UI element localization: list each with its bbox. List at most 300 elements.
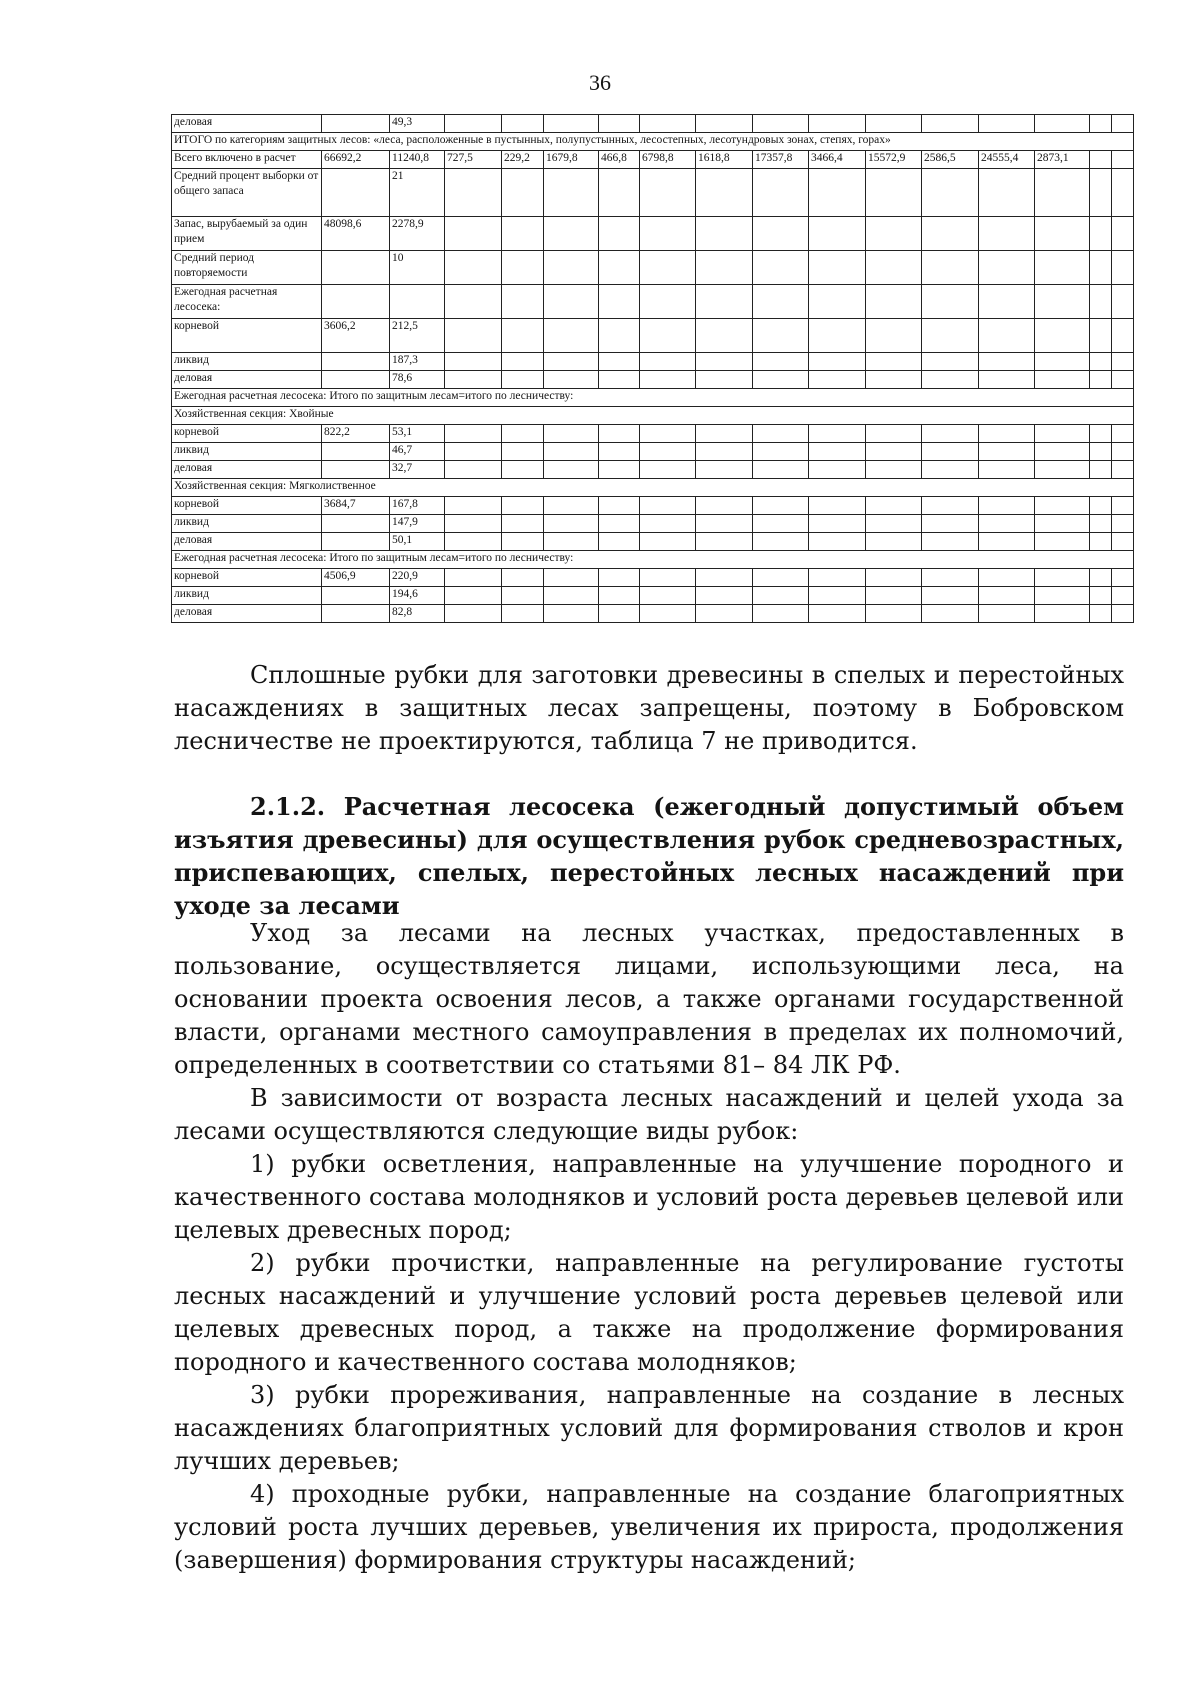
table-row-label: деловая	[172, 461, 322, 479]
table-cell	[640, 353, 696, 371]
table-cell	[866, 515, 922, 533]
table-section-row	[172, 389, 1134, 407]
table-cell	[1035, 169, 1090, 217]
table-cell	[922, 353, 979, 371]
table-cell	[696, 217, 753, 251]
table-section-row	[172, 133, 1134, 151]
table-cell	[640, 569, 696, 587]
table-cell	[322, 251, 390, 285]
table-cell: 17357,8	[753, 151, 809, 169]
table-cell: 50,1	[390, 533, 445, 551]
table-cell	[502, 371, 544, 389]
table-cell	[599, 251, 640, 285]
table-cell	[1035, 371, 1090, 389]
table-cell	[979, 115, 1035, 133]
table-cell	[809, 319, 866, 353]
table-cell	[599, 169, 640, 217]
table-cell	[1112, 353, 1134, 371]
table-row	[172, 151, 1134, 169]
table-cell	[1035, 251, 1090, 285]
table-cell	[599, 533, 640, 551]
table-cell: 822,2	[322, 425, 390, 443]
table-cell	[502, 115, 544, 133]
table-cell	[753, 587, 809, 605]
table-cell	[753, 285, 809, 319]
table-cell	[502, 217, 544, 251]
table-cell	[1112, 217, 1134, 251]
table-cell	[502, 605, 544, 623]
table-cell	[502, 569, 544, 587]
table-row	[172, 425, 1134, 443]
table-cell	[696, 353, 753, 371]
table-section-row	[172, 551, 1134, 569]
table-cell	[1112, 251, 1134, 285]
table-cell: 466,8	[599, 151, 640, 169]
table-cell: 11240,8	[390, 151, 445, 169]
table-cell	[640, 115, 696, 133]
table-cell	[502, 285, 544, 319]
table-cell	[979, 515, 1035, 533]
table-cell	[1090, 515, 1112, 533]
allowable-cut-table	[171, 114, 1134, 623]
table-row	[172, 497, 1134, 515]
table-cell	[322, 443, 390, 461]
table-row	[172, 285, 1134, 319]
table-cell	[445, 497, 502, 515]
table-row-label: Средний процент выборки от общего запаса	[172, 169, 322, 217]
table-cell	[1112, 533, 1134, 551]
table-cell	[753, 443, 809, 461]
table-cell	[809, 443, 866, 461]
table-cell	[809, 461, 866, 479]
table-cell	[866, 461, 922, 479]
table-cell	[866, 285, 922, 319]
table-cell	[322, 285, 390, 319]
table-cell	[696, 461, 753, 479]
paragraph-forest-care: Уход за лесами на лесных участках, предоставленных в пользование, осуществляется лицами, использующими леса, на основании проекта освоения лесов, а также органами государственной власти, органами местного самоуправления в пределах их полномочий, определенных в соответствии со статьями 81– 84 ЛК РФ.	[174, 919, 1124, 1079]
table-cell	[544, 319, 599, 353]
table-cell	[322, 587, 390, 605]
table-row-label: ликвид	[172, 587, 322, 605]
table-row	[172, 533, 1134, 551]
table-cell	[696, 285, 753, 319]
table-cell	[866, 169, 922, 217]
table-cell	[1035, 353, 1090, 371]
table-cell	[979, 587, 1035, 605]
table-row	[172, 371, 1134, 389]
table-cell	[322, 461, 390, 479]
table-cell	[809, 115, 866, 133]
table-cell	[445, 515, 502, 533]
table-row-label: Ежегодная расчетная лесосека:	[172, 285, 322, 319]
table-cell	[922, 217, 979, 251]
table-cell	[696, 515, 753, 533]
table-cell	[922, 569, 979, 587]
table-cell	[979, 217, 1035, 251]
table-cell	[599, 587, 640, 605]
table-row	[172, 443, 1134, 461]
table-cell: 2586,5	[922, 151, 979, 169]
table-cell	[322, 533, 390, 551]
table-cell: 220,9	[390, 569, 445, 587]
table-section-label: Ежегодная расчетная лесосека: Итого по защитным лесам=итого по лесничеству:	[172, 551, 1134, 569]
table-cell	[809, 533, 866, 551]
table-cell	[445, 569, 502, 587]
table-row	[172, 605, 1134, 623]
table-cell	[1112, 371, 1134, 389]
table-cell	[640, 443, 696, 461]
table-cell	[1035, 443, 1090, 461]
table-cell	[599, 319, 640, 353]
table-cell	[544, 515, 599, 533]
table-cell	[1035, 217, 1090, 251]
paragraph-cut-types-intro: В зависимости от возраста лесных насаждений и целей ухода за лесами осуществляются следующие виды рубок:	[174, 1084, 1124, 1145]
table-cell	[696, 605, 753, 623]
table-cell	[502, 443, 544, 461]
table-row-label: деловая	[172, 115, 322, 133]
table-cell	[502, 533, 544, 551]
table-cell	[1090, 425, 1112, 443]
table-section-label: Хозяйственная секция: Мягколиственное	[172, 479, 1134, 497]
table-cell	[696, 169, 753, 217]
table-cell	[445, 461, 502, 479]
table-row-label: корневой	[172, 319, 322, 353]
table-row	[172, 115, 1134, 133]
table-cell	[502, 425, 544, 443]
table-cell: 66692,2	[322, 151, 390, 169]
table-cell	[544, 443, 599, 461]
table-cell: 48098,6	[322, 217, 390, 251]
table-cell	[1112, 515, 1134, 533]
table-cell	[544, 353, 599, 371]
table-cell	[866, 217, 922, 251]
table-row-label: деловая	[172, 371, 322, 389]
table-cell	[544, 425, 599, 443]
table-row	[172, 217, 1134, 251]
table-cell	[1035, 587, 1090, 605]
table-cell	[599, 425, 640, 443]
table-cell	[809, 217, 866, 251]
table-cell	[1112, 169, 1134, 217]
table-cell	[1090, 497, 1112, 515]
table-cell	[1090, 217, 1112, 251]
table-row-label: деловая	[172, 533, 322, 551]
table-cell	[322, 515, 390, 533]
table-cell	[1090, 353, 1112, 371]
table-cell	[599, 605, 640, 623]
table-cell	[696, 443, 753, 461]
table-cell	[502, 319, 544, 353]
table-cell	[696, 497, 753, 515]
table-cell	[696, 115, 753, 133]
table-cell	[1035, 115, 1090, 133]
table-cell	[1035, 569, 1090, 587]
table-cell	[445, 169, 502, 217]
table-cell	[599, 371, 640, 389]
table-row-label: деловая	[172, 605, 322, 623]
table-row-label: Средний период повторяемости	[172, 251, 322, 285]
table-cell	[1112, 497, 1134, 515]
body-paragraphs	[174, 917, 1124, 1577]
table-cell	[1090, 285, 1112, 319]
table-cell	[445, 587, 502, 605]
table-cell	[1090, 533, 1112, 551]
table-cell	[922, 251, 979, 285]
table-cell	[599, 115, 640, 133]
table-cell	[1112, 461, 1134, 479]
table-cell	[809, 353, 866, 371]
table-cell	[922, 515, 979, 533]
table-cell: 2873,1	[1035, 151, 1090, 169]
table-row	[172, 169, 1134, 217]
table-cell	[640, 371, 696, 389]
table-cell	[866, 605, 922, 623]
table-cell	[502, 587, 544, 605]
table-cell	[502, 353, 544, 371]
table-cell	[544, 461, 599, 479]
table-cell	[922, 169, 979, 217]
table-cell	[922, 461, 979, 479]
table-cell	[1112, 319, 1134, 353]
table-section-label: ИТОГО по категориям защитных лесов: «леса, расположенные в пустынных, полупустынных, лесостепных, лесотундровых зонах, степях, горах»	[172, 133, 1134, 151]
table-cell: 32,7	[390, 461, 445, 479]
table-cell: 147,9	[390, 515, 445, 533]
table-row	[172, 515, 1134, 533]
table-row-label: ликвид	[172, 353, 322, 371]
table-cell	[599, 285, 640, 319]
table-cell	[599, 515, 640, 533]
table-cell	[1090, 319, 1112, 353]
table-cell	[1035, 461, 1090, 479]
table-row	[172, 251, 1134, 285]
table-cell	[1035, 285, 1090, 319]
table-cell	[979, 371, 1035, 389]
table-cell	[1112, 443, 1134, 461]
table-cell	[544, 497, 599, 515]
table-cell	[809, 371, 866, 389]
table-row	[172, 569, 1134, 587]
table-cell	[696, 425, 753, 443]
table-cell	[390, 285, 445, 319]
table-cell	[502, 497, 544, 515]
table-cell	[922, 587, 979, 605]
table-cell	[1112, 285, 1134, 319]
table-cell	[1112, 425, 1134, 443]
table-cell	[979, 425, 1035, 443]
table-cell	[544, 371, 599, 389]
list-item-cleaning-cuts: 2) рубки прочистки, направленные на регулирование густоты лесных насаждений и улучшение условий роста деревьев целевой или целевых древесных пород, а также на продолжение формирования породного и качественного состава молодняков;	[174, 1249, 1124, 1376]
table-cell	[753, 371, 809, 389]
table-cell: 21	[390, 169, 445, 217]
table-cell	[502, 169, 544, 217]
table-section-label: Ежегодная расчетная лесосека: Итого по защитным лесам=итого по лесничеству:	[172, 389, 1134, 407]
table-cell	[640, 251, 696, 285]
table-cell	[979, 461, 1035, 479]
table-cell	[866, 443, 922, 461]
table-cell	[640, 285, 696, 319]
table-cell	[866, 569, 922, 587]
table-cell	[599, 569, 640, 587]
table-cell	[866, 371, 922, 389]
table-cell	[696, 587, 753, 605]
table-cell	[922, 533, 979, 551]
table-cell	[922, 443, 979, 461]
list-item-passage-cuts: 4) проходные рубки, направленные на создание благоприятных условий роста лучших деревьев, увеличения их прироста, продолжения (завершения) формирования структуры насаждений;	[174, 1480, 1124, 1574]
table-row-label: корневой	[172, 497, 322, 515]
table-cell	[753, 353, 809, 371]
table-cell	[640, 425, 696, 443]
table-row-label: Всего включено в расчет	[172, 151, 322, 169]
table-cell: 3684,7	[322, 497, 390, 515]
table-cell	[866, 251, 922, 285]
table-cell	[640, 587, 696, 605]
table-cell	[445, 319, 502, 353]
table-cell	[922, 115, 979, 133]
table-row-label: Запас, вырубаемый за один прием	[172, 217, 322, 251]
table-cell	[809, 285, 866, 319]
table-row-label: ликвид	[172, 443, 322, 461]
table-cell	[445, 251, 502, 285]
table-cell	[502, 251, 544, 285]
table-cell	[979, 443, 1035, 461]
table-cell	[1112, 151, 1134, 169]
table-row	[172, 353, 1134, 371]
table-cell	[809, 251, 866, 285]
table-cell	[809, 605, 866, 623]
table-cell	[753, 533, 809, 551]
table-cell	[445, 605, 502, 623]
table-cell: 82,8	[390, 605, 445, 623]
table-cell	[922, 497, 979, 515]
table-cell: 46,7	[390, 443, 445, 461]
table-cell	[544, 285, 599, 319]
table-cell	[753, 169, 809, 217]
list-item-thinning-cuts: 3) рубки прореживания, направленные на создание в лесных насаждениях благоприятных условий для формирования стволов и крон лучших деревьев;	[174, 1381, 1124, 1475]
table-cell	[1112, 587, 1134, 605]
table-cell	[753, 425, 809, 443]
table-cell	[696, 319, 753, 353]
table-cell	[696, 533, 753, 551]
table-cell	[445, 353, 502, 371]
table-cell	[1035, 319, 1090, 353]
table-cell	[445, 217, 502, 251]
table-row-label: корневой	[172, 425, 322, 443]
table-cell	[640, 169, 696, 217]
table-cell	[640, 497, 696, 515]
table-cell: 212,5	[390, 319, 445, 353]
table-cell	[1090, 605, 1112, 623]
table-cell	[640, 319, 696, 353]
table-cell	[1112, 115, 1134, 133]
table-cell	[640, 461, 696, 479]
table-cell	[445, 425, 502, 443]
table-cell	[1035, 605, 1090, 623]
table-section-label: Хозяйственная секция: Хвойные	[172, 407, 1134, 425]
table-cell	[502, 515, 544, 533]
table-row	[172, 461, 1134, 479]
table-cell	[753, 605, 809, 623]
table-cell	[866, 319, 922, 353]
table-cell	[866, 425, 922, 443]
table-body	[172, 115, 1134, 623]
table-cell	[809, 515, 866, 533]
table-cell	[696, 569, 753, 587]
table-cell	[322, 605, 390, 623]
table-section-row	[172, 407, 1134, 425]
table-cell	[445, 443, 502, 461]
table-cell	[753, 515, 809, 533]
table-cell	[696, 251, 753, 285]
table-cell	[979, 251, 1035, 285]
table-cell	[753, 497, 809, 515]
table-row	[172, 587, 1134, 605]
table-cell	[544, 569, 599, 587]
table-cell	[922, 319, 979, 353]
table-cell	[1090, 443, 1112, 461]
table-cell	[1112, 605, 1134, 623]
table-cell	[1035, 497, 1090, 515]
table-cell	[922, 285, 979, 319]
table-cell	[599, 497, 640, 515]
table-cell	[1090, 251, 1112, 285]
table-cell: 3606,2	[322, 319, 390, 353]
table-cell	[866, 587, 922, 605]
table-cell	[753, 217, 809, 251]
table-cell	[809, 497, 866, 515]
table-cell	[866, 533, 922, 551]
table-cell: 78,6	[390, 371, 445, 389]
table-cell	[544, 533, 599, 551]
table-cell	[809, 569, 866, 587]
table-cell	[1035, 533, 1090, 551]
table-cell	[640, 533, 696, 551]
table-row	[172, 319, 1134, 353]
table-cell	[979, 353, 1035, 371]
table-cell	[322, 169, 390, 217]
table-cell: 24555,4	[979, 151, 1035, 169]
table-cell	[1090, 151, 1112, 169]
table-cell: 15572,9	[866, 151, 922, 169]
paragraph-clearcut: Сплошные рубки для заготовки древесины в спелых и перестойных насаждениях в защитных лесах запрещены, поэтому в Бобровском лесничестве не проектируются, таблица 7 не приводится.	[174, 661, 1124, 755]
page-number: 36	[589, 70, 611, 95]
table-cell	[866, 497, 922, 515]
table-row-label: ликвид	[172, 515, 322, 533]
table-cell	[322, 371, 390, 389]
table-cell: 229,2	[502, 151, 544, 169]
table-cell	[809, 587, 866, 605]
table-cell	[753, 569, 809, 587]
table-cell	[322, 115, 390, 133]
table-cell	[922, 605, 979, 623]
table-cell	[922, 371, 979, 389]
table-cell: 4506,9	[322, 569, 390, 587]
table-cell	[322, 353, 390, 371]
list-item-clearing-cuts: 1) рубки осветления, направленные на улучшение породного и качественного состава молодняков и условий роста деревьев целевой или целевых древесных пород;	[174, 1150, 1124, 1244]
table-cell: 10	[390, 251, 445, 285]
table-cell	[544, 251, 599, 285]
table-cell	[445, 115, 502, 133]
table-cell	[599, 443, 640, 461]
table-cell	[640, 515, 696, 533]
table-cell	[640, 217, 696, 251]
table-cell	[979, 569, 1035, 587]
table-cell	[979, 169, 1035, 217]
table-cell: 194,6	[390, 587, 445, 605]
table-cell	[753, 115, 809, 133]
table-cell	[1035, 515, 1090, 533]
table-cell	[445, 533, 502, 551]
table-cell	[1112, 569, 1134, 587]
